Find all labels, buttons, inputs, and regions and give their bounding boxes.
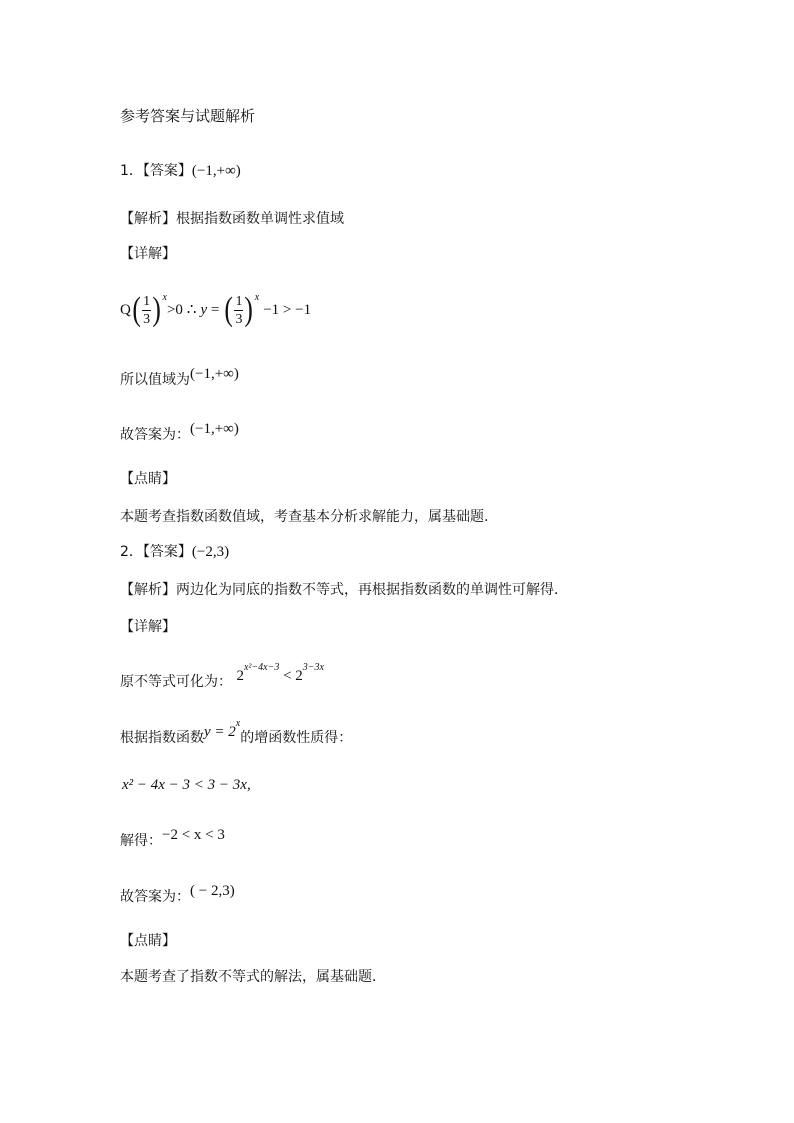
q2-mono-text1: 根据指数函数 (120, 730, 204, 746)
q2-answer: (−2,3) (191, 544, 230, 560)
q2-label: 2．【答案】 (120, 544, 192, 560)
q1-final-value: (−1,+∞) (190, 421, 239, 437)
q2-final-value: ( − 2,3) (190, 883, 235, 899)
equals-sign: = (207, 302, 224, 318)
q2-answer-line (120, 542, 229, 562)
q2-analysis: 【解析】两边化为同底的指数不等式，再根据指数函数的单调性可解得． (120, 582, 568, 598)
q2-solve-text: 解得： (120, 833, 162, 849)
q1-range-text: 所以值域为 (120, 372, 190, 388)
exponent-right: 3−3x (302, 662, 324, 673)
fraction-bar (142, 310, 151, 311)
q2-mono-text2: 的增函数性质得： (240, 730, 353, 746)
exponent-left: x²−4x−3 (243, 662, 280, 673)
fraction-one-third-2 (234, 294, 243, 327)
right-paren-2: ) (244, 291, 254, 328)
fraction-one-third (142, 294, 151, 327)
exponent-x-2: x (254, 292, 260, 303)
left-paren: ( (132, 291, 141, 328)
base-two: 2 (295, 668, 303, 684)
q1-final-line (120, 421, 239, 445)
q1-comment: 本题考查指数函数值域，考查基本分析求解能力，属基础题. (120, 509, 489, 525)
function-exponent: x (235, 718, 241, 729)
page-title: 参考答案与试题解析 (120, 107, 256, 125)
fraction-denominator: 3 (235, 311, 243, 327)
q2-comment-label: 【点睛】 (120, 933, 176, 949)
function-y-equals-2: y = 2 (204, 724, 236, 740)
therefore-symbol: ∴ (186, 302, 197, 318)
q2-transform-text: 原不等式可化为： (120, 674, 232, 690)
left-paren-2: ( (224, 291, 234, 328)
q1-range-line (120, 366, 239, 390)
q2-solve-value: −2 < x < 3 (162, 827, 225, 843)
q1-answer-line (120, 161, 241, 181)
less-than: < (279, 668, 296, 684)
q1-equation (120, 288, 311, 332)
fraction-numerator: 1 (235, 293, 243, 309)
exponent-x: x (162, 292, 167, 303)
q2-final-line (120, 883, 235, 907)
q2-detail-label: 【详解】 (120, 619, 176, 635)
fraction-numerator: 1 (143, 293, 151, 309)
q2-final-text: 故答案为： (120, 889, 190, 905)
fraction-bar (234, 310, 243, 311)
greater-than-zero: >0 (166, 302, 183, 318)
q1-comment-label: 【点睛】 (120, 471, 176, 487)
fraction-denominator: 3 (143, 311, 151, 327)
q2-inequality (236, 662, 324, 684)
q2-solve-line (120, 827, 225, 851)
q2-mono-func (204, 718, 241, 740)
base-two: 2 (236, 668, 244, 684)
because-symbol: Q (120, 302, 131, 318)
q1-answer: (−1,+∞) (191, 163, 241, 179)
q1-detail-label: 【详解】 (120, 246, 176, 262)
q1-analysis: 【解析】根据指数函数单调性求值域 (120, 211, 344, 227)
q2-transform-line (120, 662, 324, 692)
right-paren: ) (152, 291, 162, 328)
minus-one-inequality: −1 > −1 (263, 302, 312, 318)
q2-comment: 本题考查了指数不等式的解法，属基础题． (120, 969, 386, 985)
q1-final-text: 故答案为： (120, 427, 190, 443)
q2-monotonic-line (120, 718, 353, 748)
q1-label: 1．【答案】 (120, 163, 192, 179)
q1-range-value: (−1,+∞) (190, 366, 239, 382)
y-variable: y (200, 302, 208, 318)
q2-inequality-2: x² − 4x − 3 < 3 − 3x, (122, 777, 251, 793)
